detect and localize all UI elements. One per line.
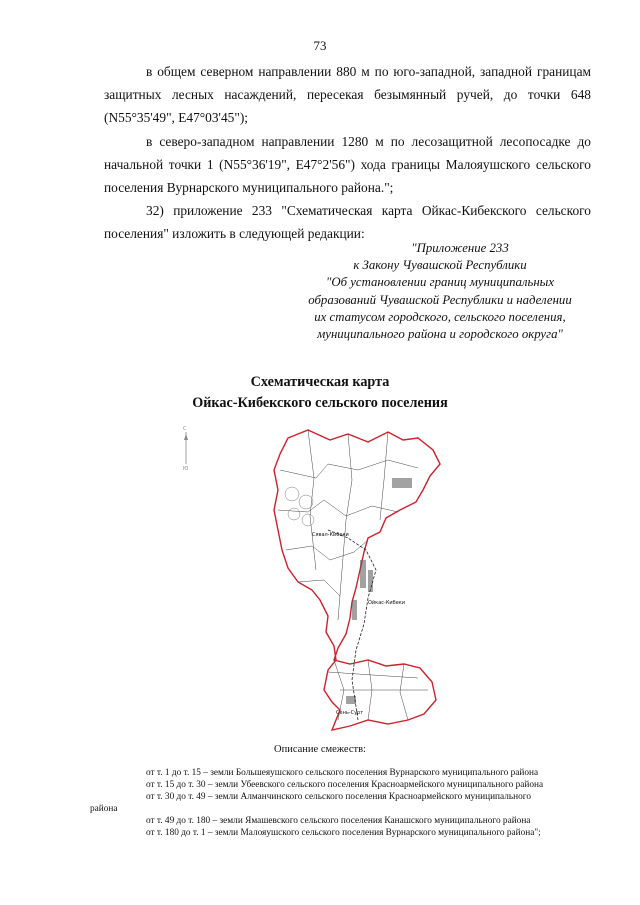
map-title-line-1: Схематическая карта xyxy=(250,374,390,390)
svg-text:Ю: Ю xyxy=(183,466,189,472)
page-number: 73 xyxy=(313,38,327,53)
settlement-boundary xyxy=(274,430,440,730)
paragraph-3: 32) приложение 233 "Схематическая карта Ойкас-Кибекского сельского поселения" изложить в следующей редакции: xyxy=(104,203,591,242)
map-title xyxy=(0,372,640,414)
appendix-line: "Приложение 233 xyxy=(411,241,509,255)
adjacency-heading: Описание смежеств: xyxy=(274,744,366,755)
paragraph-1: в общем северном направлении 880 м по юго-западной, западной границам защитных лесных насаждений, пересекая безымянный ручей, до точки 648 (N55°35'49", E47°03'45"); xyxy=(104,64,591,126)
adjacency-item: от т. 180 до т. 1 – земли Малояушского сельского поселения Вурнарского муниципального района"; xyxy=(146,828,541,838)
adjacency-item-wrap: района xyxy=(90,804,118,814)
adjacency-item: от т. 15 до т. 30 – земли Убеевского сельского поселения Красноармейского муниципального района xyxy=(146,780,544,790)
schematic-map xyxy=(268,420,458,738)
appendix-line: к Закону Чувашской Республики xyxy=(353,258,527,273)
appendix-line: их статусом городского, сельского поселения, xyxy=(314,309,566,324)
north-arrow-icon xyxy=(176,424,196,472)
appendix-reference xyxy=(290,240,590,343)
adjacency-list xyxy=(90,767,591,839)
adjacency-item: от т. 1 до т. 15 – земли Большеяушского сельского поселения Вурнарского муниципального района xyxy=(146,768,539,778)
village-label: Ойкас-Кибеки xyxy=(368,600,406,606)
svg-text:С: С xyxy=(183,426,187,432)
paragraph-2: в северо-западном направлении 1280 м по лесозащитной лесопосадке до начальной точки 1 (N55°36'19", E47°2'56") хода границы Малояушского сельского поселения Вурнарского муниципального района."; xyxy=(104,133,591,196)
village-label: Сень-Сурт xyxy=(336,710,364,716)
appendix-line: "Об установлении границ муниципальных xyxy=(325,275,555,290)
appendix-line: муниципального района и городского округа" xyxy=(317,327,563,342)
body-text xyxy=(104,60,591,246)
adjacency-item: от т. 30 до т. 49 – земли Алманчинского сельского поселения Красноармейского муниципального xyxy=(146,792,531,802)
appendix-line: образований Чувашской Республики и наделении xyxy=(308,292,572,307)
map-title-line-2: Ойкас-Кибекского сельского поселения xyxy=(192,395,448,411)
village-label: Сявал-Кибеки xyxy=(312,532,349,538)
adjacency-item: от т. 49 до т. 180 – земли Ямашевского сельского поселения Канашского муниципального района xyxy=(146,816,531,826)
